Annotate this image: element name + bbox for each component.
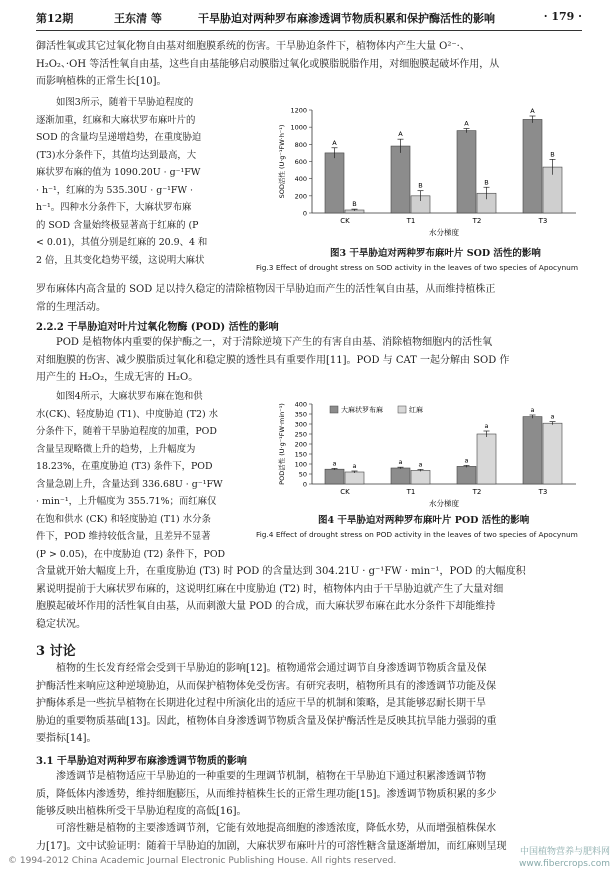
section-3-1-heading: 3.1 干旱胁迫对两种罗布麻渗透调节物质的影响 bbox=[36, 756, 247, 767]
text-line: 胞膜起破坏作用的活性氧自由基，从而刺激大量 POD 的合成，而大麻状罗布麻在此水分条件下却能维持 bbox=[36, 601, 496, 612]
y-tick-label: 100 bbox=[294, 460, 307, 469]
page-number: · 179 · bbox=[543, 10, 582, 23]
y-tick-label: 200 bbox=[294, 440, 307, 449]
paragraph-6 bbox=[36, 768, 584, 821]
y-tick-label: 150 bbox=[294, 450, 307, 459]
watermark-line: 中国植物营养与肥料网 bbox=[519, 847, 610, 857]
text-line: 护酶活性来响应这种逆境胁迫，从而保护植物体免受伤害。有研究表明，植物所具有的渗透调节功能及保 bbox=[36, 680, 496, 692]
significance-letter: a bbox=[332, 459, 337, 468]
x-axis-label: 水分梯度 bbox=[429, 228, 459, 237]
text-line: 麻状罗布麻的值为 1090.20U · g⁻¹FW bbox=[36, 167, 201, 178]
y-tick-label: 400 bbox=[294, 175, 307, 184]
text-line: 水(CK)、轻度胁迫 (T1)、中度胁迫 (T2) 水 bbox=[36, 408, 218, 420]
y-tick-label: 0 bbox=[302, 480, 307, 489]
text-line: 罗布麻体内高含量的 SOD 足以持久稳定的清除植物因干旱胁迫而产生的活性氧自由基，从而维持植株正 bbox=[36, 284, 496, 295]
significance-letter: a bbox=[398, 458, 403, 467]
x-tick-label: T2 bbox=[472, 217, 482, 225]
bar bbox=[345, 472, 364, 484]
significance-letter: a bbox=[352, 462, 357, 470]
y-tick-label: 200 bbox=[294, 192, 307, 201]
significance-letter: A bbox=[398, 130, 403, 139]
y-tick-label: 250 bbox=[294, 430, 307, 439]
significance-letter: B bbox=[418, 181, 423, 190]
bar bbox=[457, 466, 476, 484]
significance-letter: B bbox=[550, 150, 555, 159]
y-axis-label: SOD活性 (U·g⁻¹FW·h⁻¹) bbox=[278, 124, 286, 199]
significance-letter: B bbox=[484, 178, 489, 187]
text-line: 分条件下，随着干旱胁迫程度的加重，POD bbox=[36, 426, 217, 437]
text-line: 质，降低体内渗透势，维持细胞膨压，从而维持植株生长的正常生理功能[15]。渗透调节物质积累的多少 bbox=[36, 788, 497, 800]
issue-number: 第12期 bbox=[36, 12, 74, 25]
text-line: 如图3所示，随着干旱胁迫程度的 bbox=[56, 97, 194, 108]
text-line: 渗透调节是植物适应干旱胁迫的一种重要的生理调节机制，植物在干旱胁迫下通过积累渗透调节物 bbox=[56, 771, 486, 782]
bar bbox=[457, 131, 476, 213]
text-line: 护酶体系是一些抗旱植物在长期进化过程中所演化出的适应干旱的机制和策略，是其能够忍耐长期干旱 bbox=[36, 698, 486, 709]
text-line: 用产生的 H₂O₂，生成无害的 H₂O。 bbox=[36, 372, 199, 383]
text-line: 对细胞膜的伤害、减少膜脂质过氧化和稳定膜的透性具有重要作用[11]。POD 与 CAT 一起分解由 SOD 作 bbox=[36, 354, 510, 366]
header-title: 干旱胁迫对两种罗布麻渗透调节物质积累和保护酶活性的影响 bbox=[198, 12, 495, 25]
text-line: 如图4所示，大麻状罗布麻在饱和供 bbox=[56, 391, 203, 402]
paragraph-2-cont bbox=[36, 281, 584, 316]
paragraph-4-cont bbox=[36, 563, 584, 633]
figure-3-caption-en: Fig.3 Effect of drought stress on SOD activity in the leaves of two species of Apocynum bbox=[256, 263, 579, 272]
text-line: 件下，POD 维持较低含量，且差异不显著 bbox=[36, 531, 211, 542]
paragraph-1 bbox=[36, 38, 584, 91]
significance-letter: A bbox=[464, 119, 469, 128]
text-line: 稳定状况。 bbox=[36, 618, 86, 630]
text-line: 御活性氧或其它过氧化物自由基对细胞膜系统的伤害。干旱胁迫条件下，植物体内产生大量 O²⁻·、 bbox=[36, 41, 470, 52]
text-line: (P > 0.05)，在中度胁迫 (T2) 条件下，POD bbox=[36, 548, 226, 560]
significance-letter: a bbox=[484, 422, 489, 430]
text-line: SOD 的含量均呈递增趋势，在重度胁迫 bbox=[36, 132, 202, 143]
text-line: 常的生理活动。 bbox=[36, 301, 106, 313]
text-line: · h⁻¹，红麻的为 535.30U · g⁻¹FW · bbox=[36, 184, 194, 196]
x-axis-label: 水分梯度 bbox=[429, 499, 459, 508]
y-tick-label: 300 bbox=[294, 420, 307, 429]
text-line: 力[17]。文中试验证明：随着干旱胁迫的加剧，大麻状罗布麻叶片的可溶性糖含量逐渐增加，而红麻则呈现 bbox=[36, 840, 507, 852]
bar bbox=[391, 468, 410, 484]
watermark bbox=[519, 846, 610, 870]
x-tick-label: T3 bbox=[538, 217, 548, 225]
figure-4 bbox=[272, 396, 584, 516]
x-tick-label: T1 bbox=[406, 217, 416, 225]
y-tick-label: 400 bbox=[294, 400, 307, 409]
header-rule bbox=[36, 30, 582, 31]
paragraph-7 bbox=[36, 820, 584, 855]
significance-letter: a bbox=[418, 460, 423, 469]
x-tick-label: CK bbox=[340, 488, 350, 496]
x-tick-label: CK bbox=[340, 217, 350, 225]
figure-3-caption-cn: 图3 干旱胁迫对两种罗布麻叶片 SOD 活性的影响 bbox=[330, 248, 541, 259]
y-tick-label: 50 bbox=[298, 470, 307, 479]
paragraph-3 bbox=[36, 334, 584, 387]
legend-swatch bbox=[330, 406, 338, 413]
bar bbox=[543, 423, 562, 484]
significance-letter: B bbox=[352, 200, 357, 209]
legend-label: 大麻状罗布麻 bbox=[341, 406, 383, 414]
bar bbox=[523, 417, 542, 484]
pod-bar-chart bbox=[272, 396, 584, 516]
text-line: (T3)水分条件下，其值均达到最高，大 bbox=[36, 149, 197, 161]
header-authors: 王东清 等 bbox=[114, 12, 162, 25]
x-tick-label: T1 bbox=[406, 488, 416, 496]
figure-4-caption-cn: 图4 干旱胁迫对两种罗布麻叶片 POD 活性的影响 bbox=[318, 515, 530, 526]
y-tick-label: 1000 bbox=[290, 123, 307, 132]
section-3-heading: 3 讨论 bbox=[36, 644, 76, 659]
text-line: H₂O₂、·OH 等活性氧自由基，这些自由基能够启动膜脂过氧化或膜脂脱脂作用，对细胞膜起破坏作用，从 bbox=[36, 58, 500, 70]
bar bbox=[411, 470, 430, 484]
copyright-footer: © 1994-2012 China Academic Journal Electronic Publishing House. All rights reserved. bbox=[8, 856, 397, 866]
significance-letter: A bbox=[530, 107, 535, 116]
paragraph-2 bbox=[36, 94, 268, 269]
bar bbox=[391, 146, 410, 213]
y-tick-label: 350 bbox=[294, 410, 307, 419]
bar bbox=[325, 153, 344, 213]
text-line: 累说明提前于大麻状罗布麻的，这说明红麻在中度胁迫 (T2) 时，植物体内由于干旱胁迫就产生了大量对细 bbox=[36, 583, 504, 595]
text-line: < 0.01)，其值分别是红麻的 20.9、4 和 bbox=[36, 237, 208, 248]
text-line: 而影响植株的正常生长[10]。 bbox=[36, 76, 167, 87]
legend-label: 红麻 bbox=[409, 406, 423, 414]
legend-swatch bbox=[398, 406, 406, 413]
y-tick-label: 1200 bbox=[290, 106, 307, 115]
text-line: 2 倍，且其变化趋势平缓，这说明大麻状 bbox=[36, 254, 205, 266]
y-tick-label: 800 bbox=[294, 140, 307, 149]
significance-letter: a bbox=[550, 412, 555, 421]
bar bbox=[325, 469, 344, 484]
y-tick-label: 0 bbox=[302, 209, 307, 218]
significance-letter: A bbox=[332, 138, 337, 147]
paragraph-5 bbox=[36, 660, 584, 748]
text-line: 含量呈现略微上升的趋势，上升幅度为 bbox=[36, 443, 196, 455]
text-line: 含量急剧上升，含量达到 336.68U · g⁻¹FW bbox=[36, 478, 223, 490]
text-line: 可溶性糖是植物的主要渗透调节剂，它能有效地提高细胞的渗透浓度，降低水势，从而增强植株保水 bbox=[56, 823, 496, 834]
watermark-url: www.fibercrops.com bbox=[519, 859, 610, 869]
text-line: 的 SOD 含量始终极显著高于红麻的 (P bbox=[36, 219, 199, 231]
significance-letter: a bbox=[464, 456, 469, 465]
significance-letter: a bbox=[530, 406, 535, 414]
text-line: · min⁻¹，上升幅度为 355.71%；而红麻仅 bbox=[36, 496, 217, 507]
text-line: h⁻¹。四种水分条件下，大麻状罗布麻 bbox=[36, 202, 192, 213]
text-line: 含量就开始大幅度上升，在重度胁迫 (T3) 时 POD 的含量达到 304.21U · g⁻¹FW · min⁻¹，POD 的大幅度积 bbox=[36, 566, 526, 577]
text-line: 植物的生长发育经常会受到干旱胁迫的影响[12]。植物通常会通过调节自身渗透调节物质含量及保 bbox=[56, 663, 487, 674]
bar bbox=[523, 119, 542, 213]
text-line: POD 是植物体内重要的保护酶之一，对于清除逆境下产生的有害自由基、消除植物细胞内的活性氧 bbox=[56, 337, 493, 348]
figure-3 bbox=[272, 100, 584, 250]
text-line: 18.23%，在重度胁迫 (T3) 条件下，POD bbox=[36, 461, 213, 472]
text-line: 胁迫的重要物质基础[13]。因此，植物体自身渗透调节物质含量及保护酶活性是反映其抗旱能力强弱的重 bbox=[36, 715, 497, 727]
text-line: 在饱和供水 (CK) 和轻度胁迫 (T1) 水分条 bbox=[36, 513, 211, 525]
x-tick-label: T3 bbox=[538, 488, 548, 496]
sod-bar-chart bbox=[272, 100, 584, 250]
y-axis-label: POD活性 (U·g⁻¹FW·min⁻¹) bbox=[278, 403, 286, 485]
text-line: 逐渐加重，红麻和大麻状罗布麻叶片的 bbox=[36, 114, 196, 126]
section-2-2-2-heading: 2.2.2 干旱胁迫对叶片过氧化物酶 (POD) 活性的影响 bbox=[36, 322, 279, 333]
y-tick-label: 600 bbox=[294, 158, 307, 166]
paragraph-4 bbox=[36, 388, 268, 563]
text-line: 能够反映出植株所受干旱胁迫程度的高低[16]。 bbox=[36, 806, 247, 817]
x-tick-label: T2 bbox=[472, 488, 482, 496]
text-line: 要指标[14]。 bbox=[36, 733, 97, 744]
bar bbox=[477, 434, 496, 484]
figure-4-caption-en: Fig.4 Effect of drought stress on POD activity in the leaves of two species of Apocynum bbox=[256, 530, 578, 539]
running-header bbox=[36, 8, 582, 30]
